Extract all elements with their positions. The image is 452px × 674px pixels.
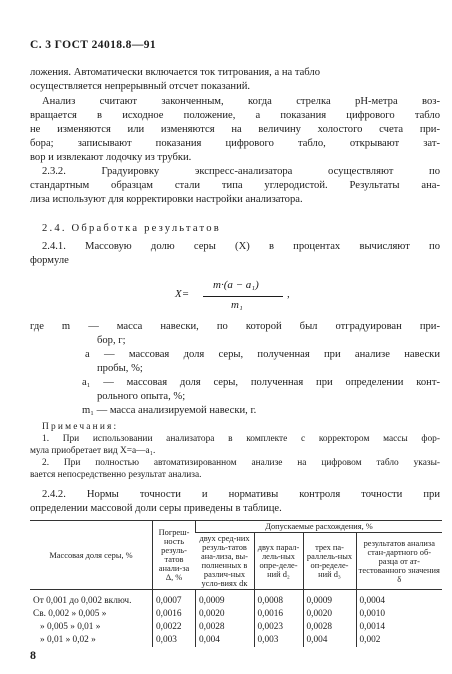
text-line: определении массовой доли серы приведены в таблице. xyxy=(30,503,282,514)
table-cell: От 0,001 до 0,002 включ. xyxy=(33,596,132,606)
section-heading: 2.4. Обработка результатов xyxy=(42,223,221,234)
note-line: вается непосредственно результат анализа. xyxy=(30,470,202,480)
table-cell: 0,0009 xyxy=(196,590,255,609)
page-number: 8 xyxy=(30,648,36,662)
where-line: где m — масса навески, по которой был отградуирован при- xyxy=(30,321,440,332)
formula-comma: , xyxy=(287,288,290,300)
table-cell: 0,0020 xyxy=(303,608,356,621)
note-line: 2. При полностью автоматизированном анализе на цифровом табло указы- xyxy=(42,458,440,468)
fraction-bar xyxy=(203,296,283,297)
table-row xyxy=(30,608,442,621)
col-header-d2: двух парал-лель-ных опре-деле-ний d₂ xyxy=(254,533,303,590)
formula xyxy=(175,276,315,318)
col-header-group: Допускаемые расхождения, % xyxy=(196,521,443,533)
note-line: 1. При использовании анализатора в комплекте с корректором массы фор- xyxy=(42,434,440,444)
table-cell: 0,0014 xyxy=(356,621,442,634)
table-cell: » 0,005 » 0,01 » xyxy=(40,622,101,632)
table-row xyxy=(30,621,442,634)
formula-denominator: m₁ xyxy=(231,299,243,311)
table-cell: 0,0007 xyxy=(153,590,196,609)
col-header-dk: двух сред-них резуль-татов ана-лиза, вы-полненных в различ-ных усло-виях dк xyxy=(196,533,255,590)
formula-numerator: m·(a − a₁) xyxy=(213,279,259,291)
col-header-mass: Массовая доля серы, % xyxy=(30,521,153,590)
col-header-sigma: результатов анализа стан-дартного об-разца от ат-тестованного значения δ xyxy=(356,533,442,590)
where-line: рольного опыта, %; xyxy=(97,391,186,402)
notes-title: Примечания: xyxy=(42,422,119,432)
col-header-d3: трех па-раллель-ных оп-ределе-ний d₃ xyxy=(303,533,356,590)
text-line: Анализ считают законченным, когда стрелка рН-метра воз- xyxy=(42,96,440,107)
table-cell: 0,0010 xyxy=(356,608,442,621)
text-line: осуществляется непрерывный отсчет показаний. xyxy=(30,81,251,92)
text-line: лиза используют для корректировки настройки анализатора. xyxy=(30,194,303,205)
text-line: вор и извлекают лодочку из трубки. xyxy=(30,152,192,163)
table-cell: 0,004 xyxy=(196,634,255,647)
table-cell: 0,0016 xyxy=(254,608,303,621)
where-line: бор, г; xyxy=(97,335,126,346)
page-header: С. 3 ГОСТ 24018.8—91 xyxy=(30,39,157,51)
table-cell: 0,0016 xyxy=(153,608,196,621)
table-cell: 0,0028 xyxy=(196,621,255,634)
table-row xyxy=(30,590,442,609)
where-line: пробы, %; xyxy=(97,363,143,374)
table-cell: 0,0004 xyxy=(356,590,442,609)
table-cell: 0,003 xyxy=(153,634,196,647)
table-cell: 0,0023 xyxy=(254,621,303,634)
where-line: a — массовая доля серы, полученная при анализе навески xyxy=(85,349,440,360)
text-line: вращается в исходное положение, а показания цифрового табло xyxy=(30,110,440,121)
table-row xyxy=(30,634,442,647)
table-cell: 0,0020 xyxy=(196,608,255,621)
text-line: стандартным образцам стали типа углеродистой. Результаты ана- xyxy=(30,180,440,191)
where-line: m₁ — масса анализируемой навески, г. xyxy=(82,405,257,416)
table-cell: 0,004 xyxy=(303,634,356,647)
table-cell: 0,0028 xyxy=(303,621,356,634)
text-line: 2.3.2. Градуировку экспресс-анализатора осуществляют по xyxy=(42,166,440,177)
col-header-delta: Погреш-ность резуль-татов анали-за Δ, % xyxy=(153,521,196,590)
table-cell: 0,0009 xyxy=(303,590,356,609)
tolerance-table xyxy=(30,520,442,647)
text-line: 2.4.1. Массовую долю серы (X) в процентах вычисляют по xyxy=(42,241,440,252)
table-cell: 0,0008 xyxy=(254,590,303,609)
table-cell: » 0,01 » 0,02 » xyxy=(40,635,96,645)
text-line: ложения. Автоматически включается ток титрования, а на табло xyxy=(30,67,321,78)
table-cell: 0,002 xyxy=(356,634,442,647)
note-line: мула приобретает вид X=a—a₁. xyxy=(30,446,156,456)
formula-lhs: X= xyxy=(175,288,190,300)
text-line: формуле xyxy=(30,255,69,266)
text-line: не изменяются или изменяются на величину холостого счета при- xyxy=(30,124,440,135)
table-cell: Св. 0,002 » 0,005 » xyxy=(33,609,107,619)
where-line: a₁ — массовая доля серы, полученная при определении конт- xyxy=(82,377,440,388)
text-line: бора; записывают показания цифрового табло, открывают зат- xyxy=(30,138,440,149)
text-line: 2.4.2. Нормы точности и нормативы контроля точности при xyxy=(42,489,440,500)
table-cell: 0,003 xyxy=(254,634,303,647)
table-cell: 0,0022 xyxy=(153,621,196,634)
